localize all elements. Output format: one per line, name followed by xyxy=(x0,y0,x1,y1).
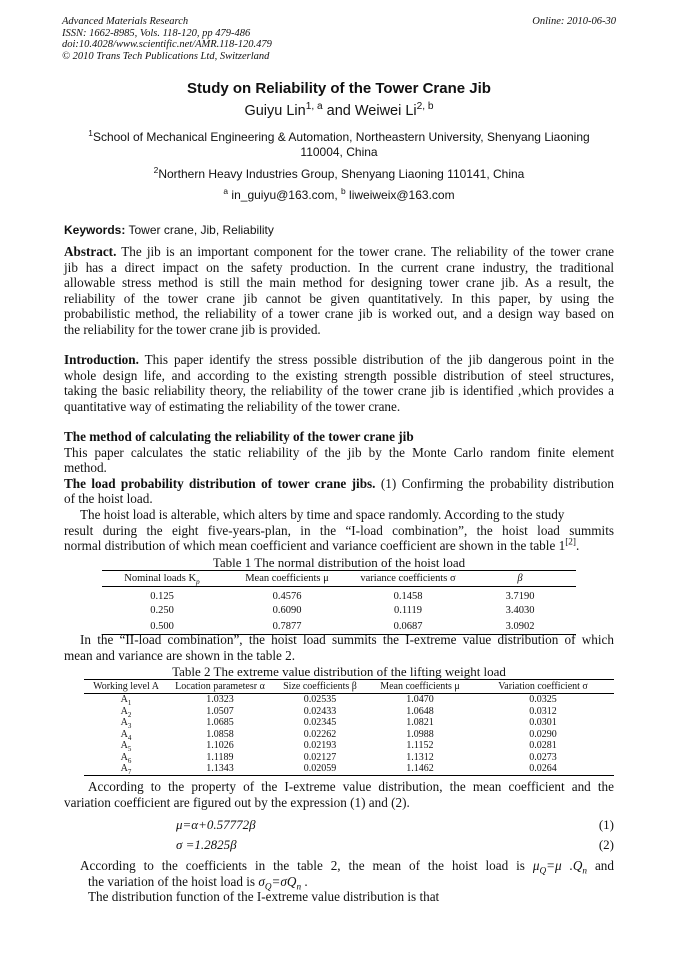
equation-2-number: (2) xyxy=(598,837,614,852)
table2-header-cell: Location parametesr α xyxy=(175,680,265,692)
introduction-label: Introduction. xyxy=(64,352,139,367)
table1 xyxy=(102,570,576,635)
load-heading: The load probability distribution of tower crane jibs. xyxy=(64,475,376,491)
email-b: liweiweix@163.com xyxy=(345,188,455,202)
affiliation-1 xyxy=(40,130,638,160)
table-row: 0.125 0.4576 0.1458 3.7190 xyxy=(150,590,535,602)
citation-2: [2] xyxy=(565,536,576,547)
table-row: $A_1$ 1.0323 0.02535 1.0470 0.0325 xyxy=(120,694,557,707)
abstract-label: Abstract. xyxy=(64,244,117,259)
equation-1: μ=α+0.57772β xyxy=(176,817,256,832)
email-a-sup: a xyxy=(223,186,229,196)
equation-1-number: (1) xyxy=(598,817,614,832)
journal-header xyxy=(62,16,422,62)
issn-line: ISSN: 1662-8985, Vols. 118-120, pp 479-486 xyxy=(62,27,251,39)
email-line xyxy=(0,188,678,202)
affil-2-sup: 2 xyxy=(153,165,159,175)
affiliation-2 xyxy=(0,167,678,181)
author-2: and Weiwei Li xyxy=(322,103,417,119)
copyright-line: © 2010 Trans Tech Publications Ltd, Switzerland xyxy=(62,50,270,62)
table-row: $A_5$ 1.1026 0.02193 1.1152 0.0281 xyxy=(120,740,557,753)
table-row: 0.250 0.6090 0.1119 3.4030 xyxy=(150,605,535,616)
method-heading: The method of calculating the reliability of the tower crane jib xyxy=(64,429,414,444)
abstract: Abstract. The jib is an important component for the tower crane. The reliability of the tower crane jib has a direct impact on the safety production. In the current crane industry, the traditional allowable stress method is still the main method for designing tower crane jib. As a result, the reliability of the tower crane jib cannot be given quantitatively. In this paper, by using the probabilistic method, the reliability of a tower crane jib is worked out, and a design way based on the reliability for the tower crane jib is provided. xyxy=(64,244,614,337)
ii-load-paragraph: In the “II-load combination”, the hoist load summits the I-extreme value distribution of which mean and variance are shown in the table 2. xyxy=(64,632,614,663)
table-row: $A_4$ 1.0858 0.02262 1.0988 0.0290 xyxy=(120,728,557,742)
affil-2-text: Northern Heavy Industries Group, Shenyang Liaoning 110141, China xyxy=(158,167,525,181)
table1-header-cell: Nominal loads $K_p$ xyxy=(124,573,200,587)
journal-name: Advanced Materials Research xyxy=(62,16,189,27)
table-row: $A_3$ 1.0685 0.02345 1.0821 0.0301 xyxy=(120,717,557,730)
introduction: Introduction. This paper identify the stress possible distribution of the jib dangerous point in the whole design life, and according to the existing strength possible distribution of steel structures, taking the basic reliability theory, the reliability of the tower crane jib is identified ,which provides a quantitative way of estimating the reliability of the tower crane. xyxy=(64,352,614,414)
email-a: in_guiyu@163.com, xyxy=(228,188,342,202)
online-date: Online: 2010-06-30 xyxy=(532,16,616,27)
hoist-load-paragraph: The hoist load is alterable, which alters by time and space randomly. According to the study result during the eight five-years-plan, in the “I-load combination”, the hoist load summits normal distribution of which mean coefficient and variance coefficient are shown in the table 1[2]. xyxy=(64,507,614,553)
email-b-sup: b xyxy=(341,186,346,196)
authors xyxy=(0,103,678,119)
table2-caption: Table 2 The extreme value distribution of the lifting weight load xyxy=(172,664,506,679)
table1-header-cell: variance coefficients σ xyxy=(360,573,456,584)
table1-caption: Table 1 The normal distribution of the hoist load xyxy=(212,555,466,570)
table2-header-cell: Mean coefficients μ xyxy=(380,680,460,692)
table-row: $A_2$ 1.0507 0.02433 1.0648 0.0312 xyxy=(120,705,557,719)
property-paragraph: According to the property of the I-extreme value distribution, the mean coefficient and the variation coefficient are figured out by the expression (1) and (2). xyxy=(64,779,614,810)
keywords xyxy=(64,223,624,237)
doi-line: doi:10.4028/www.scientific.net/AMR.118-120.479 xyxy=(62,39,272,50)
author-1: Guiyu Lin xyxy=(244,103,306,119)
keywords-text: Tower crane, Jib, Reliability xyxy=(125,223,274,237)
keywords-label: Keywords: xyxy=(64,223,126,237)
paper-title: Study on Reliability of the Tower Crane Jib xyxy=(187,80,491,97)
author-1-affil: 1, a xyxy=(305,101,323,113)
author-2-affil: 2, b xyxy=(416,101,434,113)
table2-header-cell: Size coefficients β xyxy=(283,680,357,692)
table2-header-cell: Working level A xyxy=(93,680,159,692)
table1-header-cell: Mean coefficients μ xyxy=(245,573,329,584)
method-section: The method of calculating the reliability of the tower crane jib This paper calculates the static reliability of the jib by the Monte Carlo random finite element method. The load probability distribution of tower crane jibs. (1) Confirming the probability distribution of the hoist load. xyxy=(64,429,614,506)
table2-header-cell: Variation coefficient σ xyxy=(498,680,588,692)
table-row: $A_6$ 1.1189 0.02127 1.1312 0.0273 xyxy=(120,751,557,765)
affil-1-line1: School of Mechanical Engineering & Automation, Northeastern University, Shenyang Liaoning xyxy=(92,130,590,144)
table2 xyxy=(84,679,614,776)
equation-2: σ =1.2825β xyxy=(176,837,237,852)
affil-1-line2: 110004, China xyxy=(300,145,378,159)
table-row: 0.500 0.7877 0.0687 3.0902 xyxy=(102,619,576,635)
coefficient-paragraph: According to the coefficients in the table 2, the mean of the hoist load is $\mu_Q=\mu$ $.Q_n$ and the variation of the hoist load is $\sigma_Q=\sigma Q_n$ . The distribution function of the I-extreme value distribution is that xyxy=(80,858,614,904)
affil-1-sup: 1 xyxy=(88,128,93,138)
table1-header-cell: β xyxy=(517,573,523,584)
table-row: $A_7$ 1.1343 0.02059 1.1462 0.0264 xyxy=(84,763,614,775)
